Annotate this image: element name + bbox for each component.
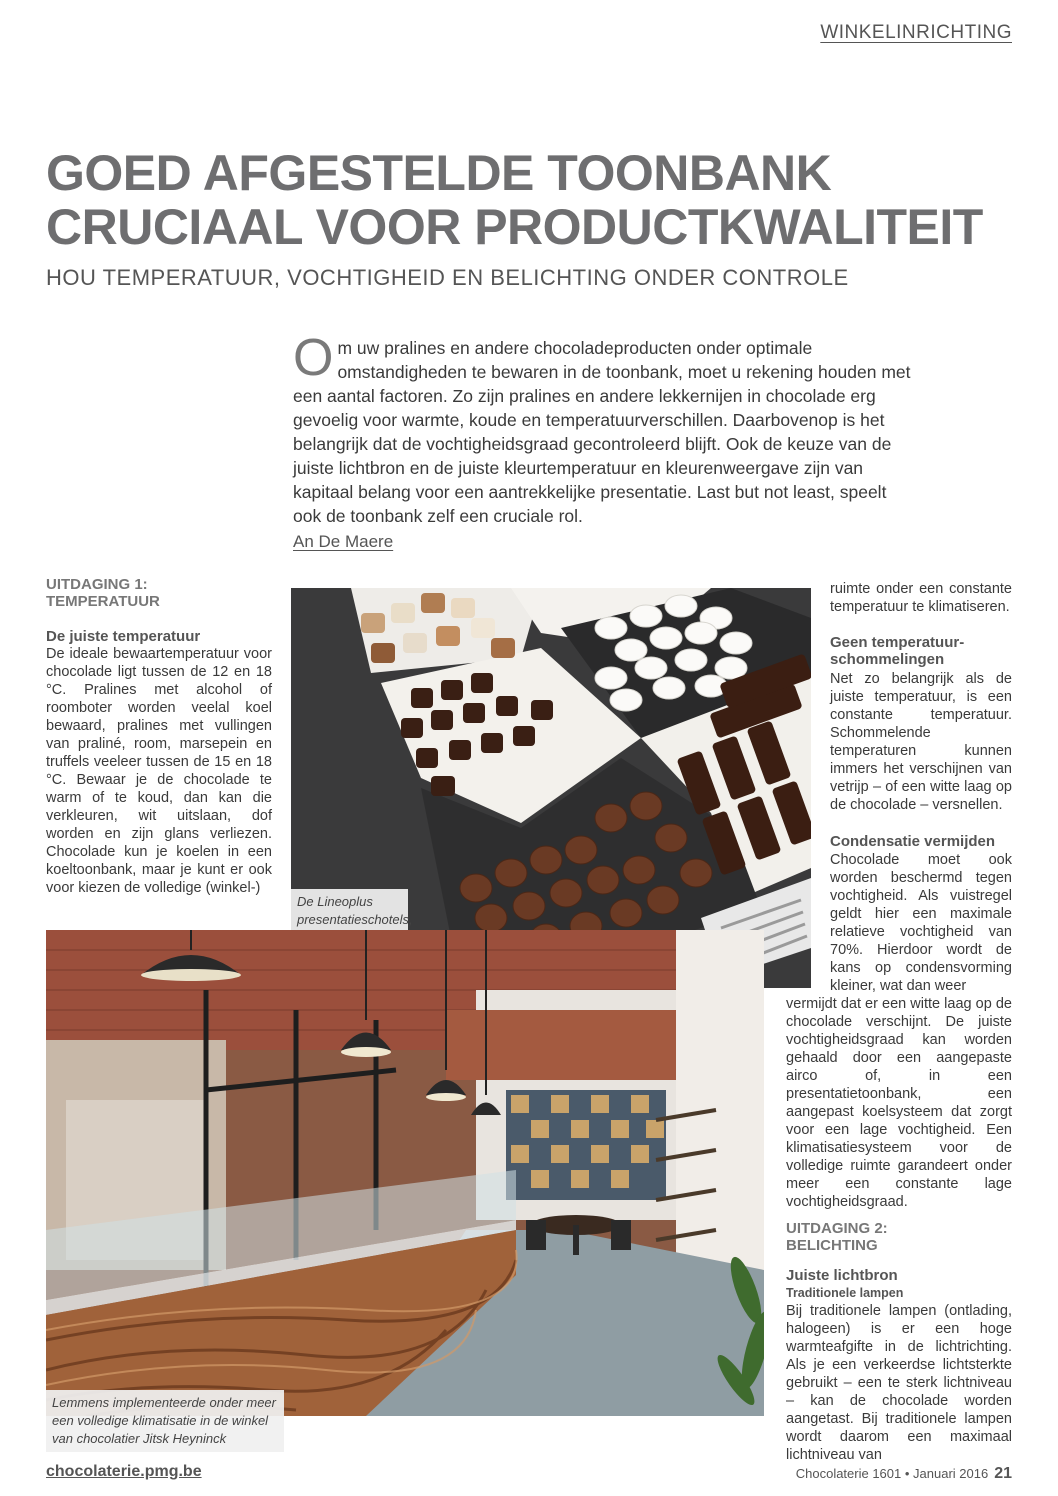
subhead-geen-temperatuurschommelingen [830, 634, 1012, 668]
footer-issue-text: Chocolaterie 1601 • Januari 2016 [795, 1466, 989, 1481]
section-title-line1: UITDAGING 1: [46, 576, 148, 593]
subhead-traditionele-lampen: Traditionele lampen [786, 1286, 904, 1300]
footer-website[interactable]: chocolaterie.pmg.be [46, 1463, 202, 1480]
page-number: 21 [994, 1465, 1012, 1482]
photo-shop-interior [46, 930, 764, 1416]
byline: An De Maere [293, 532, 394, 551]
headline-line2: CRUCIAAL VOOR PRODUCTKWALITEIT [46, 199, 983, 255]
section-tag: WINKELINRICHTING [820, 22, 1012, 43]
left-column [46, 576, 272, 897]
section-title-line2: TEMPERATUUR [46, 593, 160, 610]
intro-paragraph [293, 329, 913, 528]
body-lichtbron: Bij traditionele lampen (ontlading, halogeen) is er een hoge warmteafgifte in de lichtrichting. Als je een verkeerdse lichtsterkte gebruikt – een te sterk lichtniveau – kan de chocolade worden aangetast. Bij traditionele lampen wordt daarom een maximaal lichtniveau van [786, 1303, 1012, 1463]
caption-photo1: De Lineoplus presentatieschotels, [291, 889, 408, 987]
subheadline: HOU TEMPERATUUR, VOCHTIGHEID EN BELICHTING ONDER CONTROLE [46, 265, 849, 290]
page-title [46, 146, 1006, 254]
section2-line1: UITDAGING 2: [786, 1220, 888, 1237]
continuation-text: ruimte onder een constante temperatuur te klimatiseren. [830, 581, 1012, 615]
shop-interior-illustration [46, 930, 764, 1416]
body-condensatie-part1: Chocolade moet ook worden beschermd tegen vochtigheid. Als vuistregel geldt hier een maximale relatieve vochtigheid van 70%. Hierdoor wordt de kans op condensvorming kleiner, wat dan weer [830, 852, 1012, 994]
subhead-juiste-lichtbron: Juiste lichtbron [786, 1267, 898, 1284]
subhead-line1: Geen temperatuur- [830, 634, 965, 651]
section-title-temperatuur [46, 576, 272, 610]
body-temperatuur: De ideale bewaartemperatuur voor chocolade ligt tussen de 12 en 18 °C. Pralines met alcohol of roomboter worden veelal koel bewaard, pralines met vullingen van praliné, room, marsepein en truffels veeleer tussen de 15 en 18 °C. Bewaar je de chocolade te warm of te koud, dan kan die verkleuren, wit uitslaan, dof worden en zijn glans verliezen. Chocolade kun je koelen in een koeltoonbank, maar je kunt er ook voor kiezen de volledige (winkel-) [46, 646, 272, 896]
caption-photo2: Lemmens implementeerde onder meer een volledige klimatisatie in de winkel van chocolatier Jitsk Heyninck [46, 1390, 284, 1452]
subhead-condensatie: Condensatie vermijden [830, 833, 996, 850]
section-title-belichting [786, 1220, 1012, 1254]
intro-text: m uw pralines en andere chocoladeproducten onder optimale omstandigheden te bewaren in de toonbank, moet u rekening houden met een aantal factoren. Zo zijn pralines en andere lekkernijen in chocolade erg gevoelig voor warmte, koude en temperatuurverschillen. Daarbovenop is het belangrijk dat de vochtigheidsgraad gecontroleerd blijft. Ook de keuze van de juiste lichtbron en de juiste kleurtemperatuur en kleurenweergave zijn van kapitaal belang voor een aantrekkelijke presentatie. Last but not least, speelt ook de toonbank zelf een cruciale rol. [293, 338, 911, 526]
body-schommelingen: Net zo belangrijk als de juiste temperatuur, is een constante temperatuur. Schommelende temperaturen kunnen immers het verschijnen van vetrijp – of een witte laag op de chocolade – versnellen. [830, 671, 1012, 813]
headline-line1: GOED AFGESTELDE TOONBANK [46, 145, 832, 201]
footer-issue [796, 1465, 1012, 1483]
subhead-line2: schommelingen [830, 651, 945, 668]
subhead-juiste-temperatuur: De juiste temperatuur [46, 628, 201, 645]
body-condensatie-part2: vermijdt dat er een witte laag op de chocolade verschijnt. De juiste vochtigheidsgraad kan worden gehaald door een aangepaste airco of, in een presentatietoonbank, een aangepast koelsysteem dat zorgt voor een lage vochtigheid. Een klimatisatiesysteem voor de volledige ruimte garandeert onder meer een constante lage vochtigheidsgraad. [786, 996, 1012, 1210]
section2-line2: BELICHTING [786, 1237, 878, 1254]
dropcap: O [293, 329, 334, 387]
